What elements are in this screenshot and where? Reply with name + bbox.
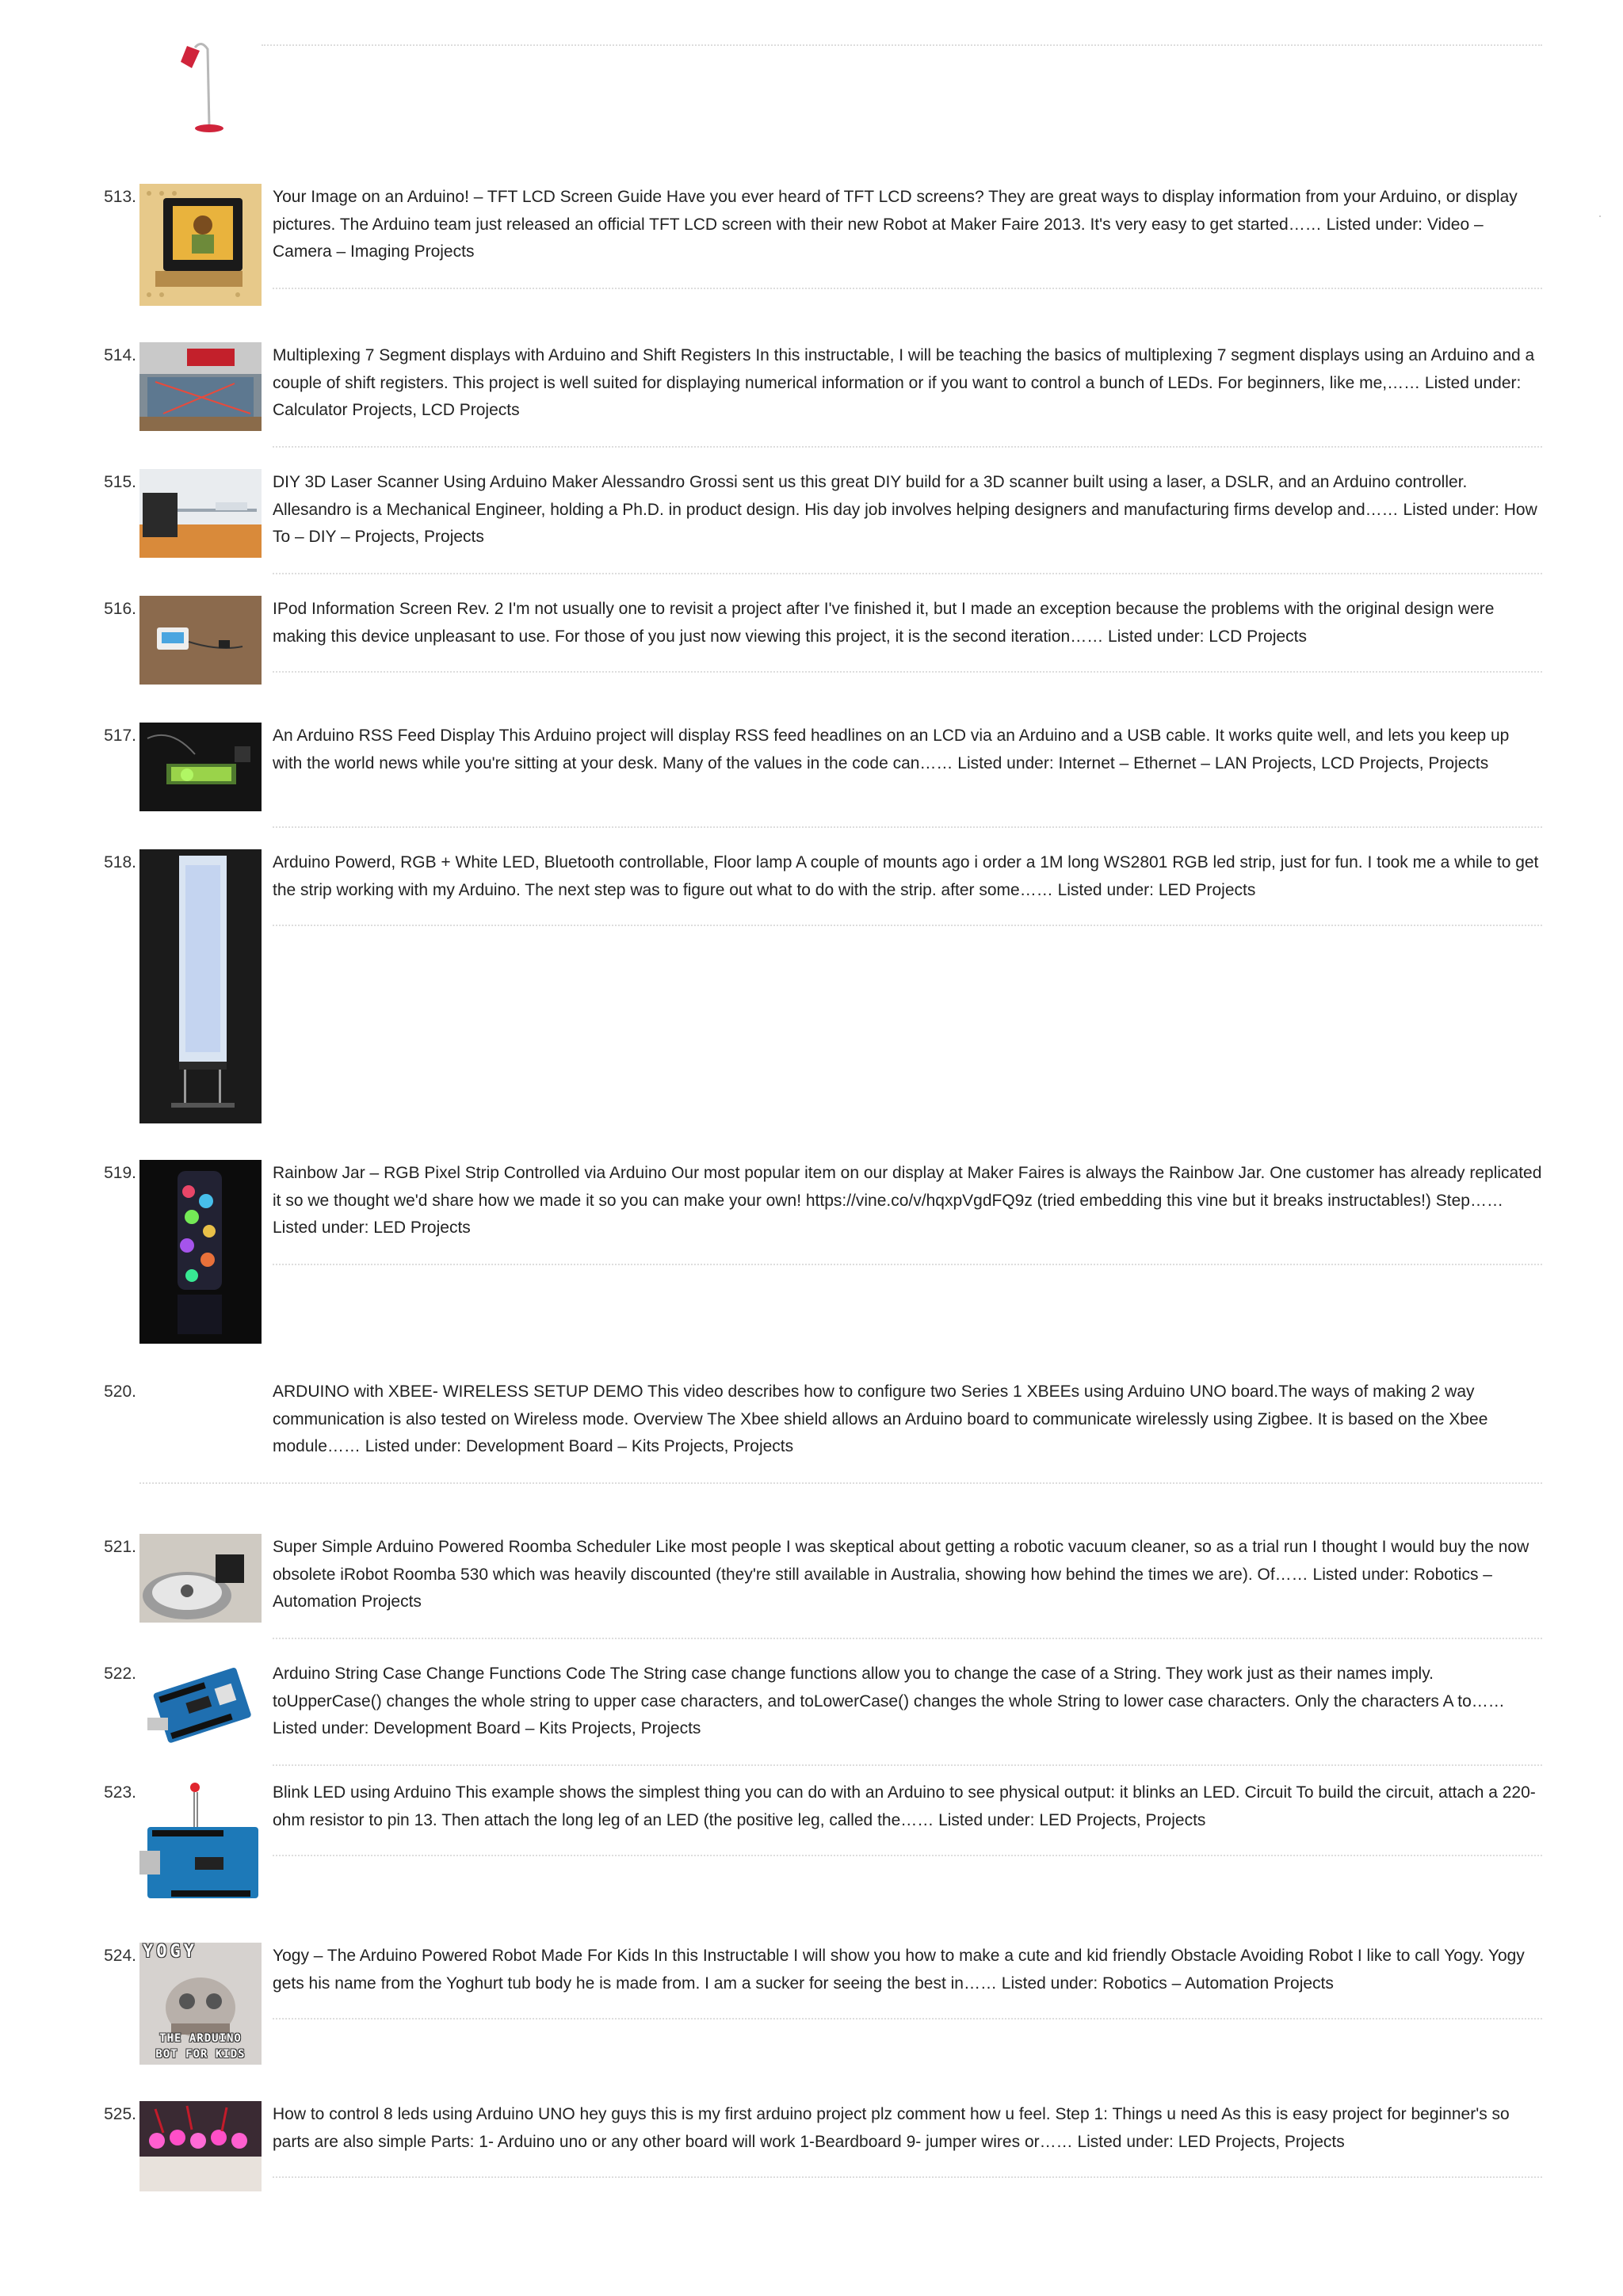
item-description[interactable]: Blink LED using Arduino This example shows the simplest thing you can do with an Arduino to see physical output: it blinks an LED. Circuit To build the circuit, attach a 220-ohm resistor to pin 13. Then attach the long leg of an LED (the positive leg, called the…… Listed under: LED Projects, Projects	[273, 1783, 1536, 1829]
roomba-thumbnail[interactable]	[139, 1534, 262, 1623]
item-description[interactable]: An Arduino RSS Feed Display This Arduino project will display RSS feed headlines on an LCD via an Arduino and a USB cable. It works quite well, and lets you keep up with the world news while you're sitting at your desk. Many of the values in the code can…… Listed under: Internet – Ethernet – LAN Projects, LCD Projects, Projects	[273, 727, 1510, 772]
item-description[interactable]: Your Image on an Arduino! – TFT LCD Screen Guide Have you ever heard of TFT LCD screens? They are great ways to display information from your Arduino, or display pictures. The Arduino team just released an official TFT LCD screen with their new Robot at Maker Faire 2013. It's very easy to get started…… Listed under: Video – Camera – Imaging Projects	[273, 188, 1518, 261]
item-description[interactable]: DIY 3D Laser Scanner Using Arduino Maker Alessandro Grossi sent us this great DIY build for a 3D scanner built using a laser, a DSLR, and an Arduino controller. Allesandro is a Mechanical Engineer, holding a Ph.D. in product design. His day job involves helping designers and manufacturing firms develop and…… Listed under: How To – DIY – Projects, Projects	[273, 473, 1537, 546]
divider	[273, 826, 1542, 828]
list-item-partial	[139, 32, 1542, 135]
divider	[273, 1638, 1542, 1639]
item-description[interactable]: IPod Information Screen Rev. 2 I'm not usually one to revisit a project after I've finished it, but I made an exception because the problems with the original design were making this device unpleasant to use. For those of you just now viewing this project, it is the second iteration…… Listed under: LCD Projects	[273, 600, 1495, 646]
item-number: 514.	[104, 346, 136, 364]
list-item	[95, 184, 1542, 287]
item-description[interactable]: Yogy – The Arduino Powered Robot Made For Kids In this Instructable I will show you how to make a cute and kid friendly Obstacle Avoiding Robot I like to call Yogy. Yogy gets his name from the Yoghurt tub body he is made from. I am a sucker for seeing the best in…… Listed under: Robotics – Automation Projects	[273, 1947, 1525, 1993]
divider	[273, 1855, 1542, 1856]
item-description[interactable]: ARDUINO with XBEE- WIRELESS SETUP DEMO This video describes how to configure two Series 1 XBEEs using Arduino UNO board.The ways of making 2 way communication is also tested on Wireless mode. Overview The Xbee shield allows an Arduino board to communicate wirelessly using Zigbee. It is based on the Xbee module…… Listed under: Development Board – Kits Projects, Projects	[273, 1383, 1488, 1455]
item-number: 517.	[104, 727, 136, 745]
divider	[273, 446, 1542, 448]
divider	[273, 1764, 1542, 1766]
ipod-screen-thumbnail[interactable]	[139, 596, 262, 685]
item-description[interactable]: Arduino String Case Change Functions Code The String case change functions allow you to change the case of a String. They work just as their names imply. toUpperCase() changes the whole string to upper case characters, and toLowerCase() changes the whole String to lower case characters. Only the characters A to…… Listed under: Development Board – Kits Projects, Projects	[273, 1665, 1505, 1737]
divider	[273, 573, 1542, 574]
yogy-robot-thumbnail[interactable]	[139, 1943, 262, 2065]
laser-scanner-thumbnail[interactable]	[139, 469, 262, 558]
yogy-logo-text-bottom-2: BOT FOR KIDS	[155, 2048, 246, 2061]
eight-leds-thumbnail[interactable]	[139, 2101, 262, 2191]
item-description[interactable]: Rainbow Jar – RGB Pixel Strip Controlled via Arduino Our most popular item on our display at Maker Faires is always the Rainbow Jar. One customer has already replicated it so we thought we'd share how we made it so you can make your own! https://vine.co/v/hqxpVgdFQ9z (tried embedding this vine but it breaks instructables!) Step…… Listed under: LED Projects	[273, 1164, 1542, 1237]
item-number: 522.	[104, 1665, 136, 1683]
item-description[interactable]: Super Simple Arduino Powered Roomba Scheduler Like most people I was skeptical about getting a robotic vacuum cleaner, so as a trial run I thought I would buy the now obsolete iRobot Roomba 530 which was heavily discounted (they're still available in Australia, showing how behind the times we are). Of…… Listed under: Robotics – Automation Projects	[273, 1538, 1529, 1611]
yogy-logo-text-top: YOGY	[143, 1943, 197, 1962]
tft-lcd-screen-thumbnail[interactable]	[139, 184, 262, 306]
item-number: 523.	[104, 1783, 136, 1802]
divider	[273, 671, 1542, 673]
floor-lamp-thumbnail[interactable]	[139, 849, 262, 1123]
divider	[273, 925, 1542, 926]
divider	[139, 1482, 1542, 1484]
item-number: 518.	[104, 853, 136, 871]
item-number: 519.	[104, 1164, 136, 1182]
rainbow-jar-thumbnail[interactable]	[139, 1160, 262, 1344]
item-description[interactable]: How to control 8 leds using Arduino UNO hey guys this is my first arduino project plz comment how u feel. Step 1: Things u need As this is easy project for beginner's so parts are also simple Parts: 1- Arduino uno or any other board will work 1-Beardboard 9- jumper wires or…… Listed under: LED Projects, Projects	[273, 2105, 1510, 2151]
seven-segment-display-thumbnail[interactable]	[139, 342, 262, 431]
item-number: 521.	[104, 1538, 136, 1556]
divider	[273, 1264, 1542, 1265]
item-number: 524.	[104, 1947, 136, 1965]
divider	[273, 288, 1542, 289]
arduino-board-thumbnail[interactable]	[139, 1661, 262, 1749]
item-description[interactable]: Arduino Powerd, RGB + White LED, Bluetooth controllable, Floor lamp A couple of mounts ago i order a 1M long WS2801 RGB led strip, just for fun. I took me a while to get the strip working with my Arduino. The next step was to figure out what to do with the strip. after some…… Listed under: LED Projects	[273, 853, 1539, 899]
desk-lamp-thumbnail[interactable]	[139, 40, 262, 135]
blink-led-thumbnail[interactable]	[139, 1779, 262, 1903]
rss-lcd-thumbnail[interactable]	[139, 723, 262, 811]
divider	[273, 2176, 1542, 2178]
yogy-logo-text-bottom-1: THE ARDUINO	[159, 2032, 242, 2045]
item-number: 525.	[104, 2105, 136, 2123]
decorative-dot	[1599, 215, 1601, 217]
divider	[262, 44, 1542, 46]
item-number: 513.	[104, 188, 136, 206]
item-number: 515.	[104, 473, 136, 491]
item-description[interactable]: Multiplexing 7 Segment displays with Arduino and Shift Registers In this instructable, I will be teaching the basics of multiplexing 7 segment displays using an Arduino and a couple of shift registers. This project is well suited for displaying numerical information or if you want to control a bunch of LEDs. For beginners, like me,…… Listed under: Calculator Projects, LCD Projects	[273, 346, 1535, 419]
divider	[273, 2018, 1542, 2019]
item-number: 520.	[104, 1383, 136, 1401]
item-number: 516.	[104, 600, 136, 618]
